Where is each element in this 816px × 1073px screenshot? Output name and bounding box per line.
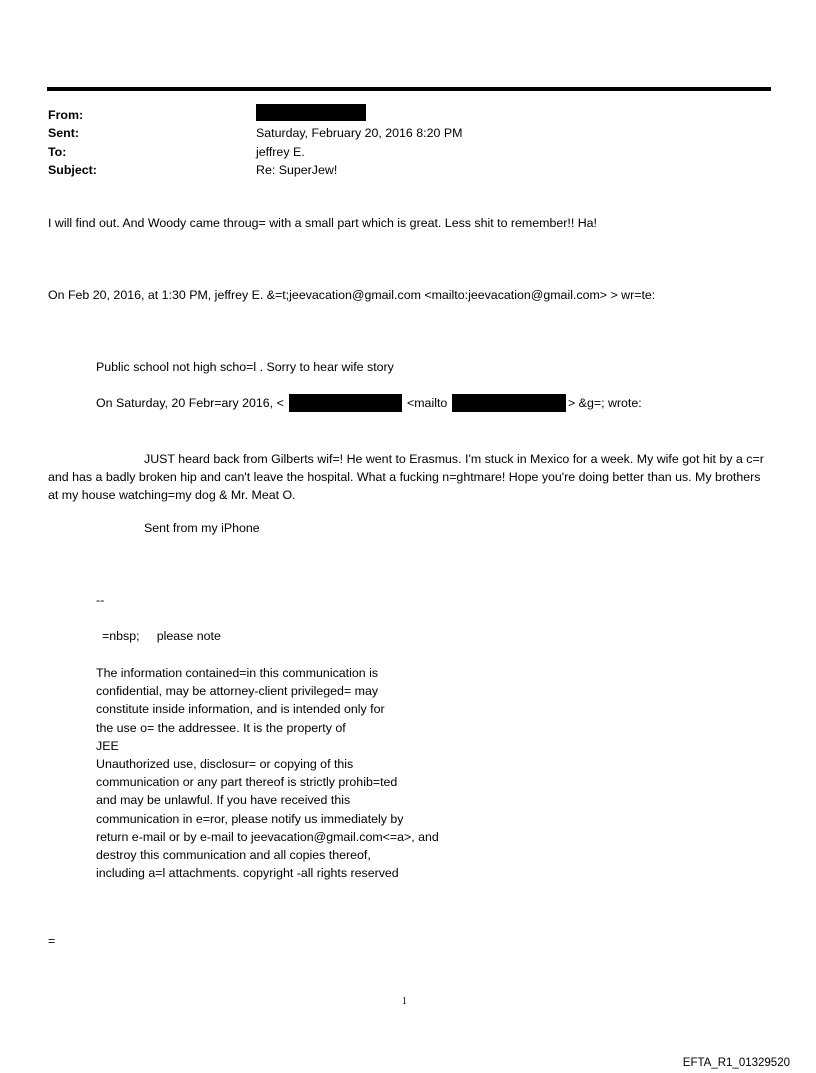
quote2-text: JUST heard back from Gilberts wif=! He went to Erasmus. I'm stuck in Mexico for a week. My wife got hit by a c=r and has a badly broken hip and can't leave the hospital. What a fucking n=ghtmare! Hope you're doing better than us. My brothers at my house watching=my dog & Mr. Meat O. (48, 452, 764, 502)
disclaimer-line: constitute inside information, and is intended only for (96, 702, 385, 717)
to-value: jeffrey E. (256, 145, 305, 159)
header-rule (47, 87, 771, 91)
from-redaction (256, 104, 366, 121)
disclaimer-line: including a=l attachments. copyright -all rights reserved (96, 866, 399, 881)
quote2-header-end: > &g=; wrote: (568, 396, 642, 410)
subject-label: Subject: (48, 163, 97, 177)
to-label: To: (48, 145, 67, 159)
sender-redaction (289, 394, 402, 412)
subject-value: Re: SuperJew! (256, 163, 338, 177)
please-note-text: =nbsp; please note (102, 629, 221, 643)
from-label: From: (48, 108, 84, 122)
sent-label: Sent: (48, 126, 79, 140)
disclaimer-line: The information contained=in this communication is (96, 666, 379, 680)
disclaimer-line: the use o= the addressee. It is the property of (96, 720, 346, 735)
disclaimer-line: destroy this communication and all copies thereof, (96, 848, 371, 863)
quote2-header-mailto: <mailto (407, 396, 448, 410)
signature-text: Sent from my iPhone (144, 521, 260, 535)
disclaimer-block (96, 664, 439, 882)
page-number: 1 (402, 996, 407, 1007)
sent-value: Saturday, February 20, 2016 8:20 PM (256, 126, 463, 140)
disclaimer-line: return e-mail or by e-mail to jeevacation@gmail.com<=a>, and (96, 829, 439, 844)
trailing-equals: = (48, 934, 56, 948)
disclaimer-line: confidential, may be attorney-client privileged= may (96, 684, 379, 699)
disclaimer-line: JEE (96, 738, 119, 753)
disclaimer-line: communication in e=ror, please notify us immediately by (96, 811, 404, 826)
quote1-text: Public school not high scho=l . Sorry to hear wife story (96, 360, 394, 374)
quote2-header-start: On Saturday, 20 Febr=ary 2016, < (96, 396, 284, 410)
email-redaction (452, 394, 566, 412)
document-id: EFTA_R1_01329520 (682, 1057, 790, 1069)
signature-separator: -- (96, 593, 105, 607)
disclaimer-line: communication or any part thereof is strictly prohib=ted (96, 775, 398, 790)
disclaimer-line: Unauthorized use, disclosur= or copying of this (96, 757, 354, 772)
quote1-header: On Feb 20, 2016, at 1:30 PM, jeffrey E. &=t;jeevacation@gmail.com <mailto:jeevacation@gmail.com> > wr=te: (48, 288, 656, 302)
reply-text: I will find out. And Woody came throug= with a small part which is great. Less shit to remember!! Ha! (48, 216, 597, 230)
disclaimer-line: and may be unlawful. If you have received this (96, 793, 351, 808)
